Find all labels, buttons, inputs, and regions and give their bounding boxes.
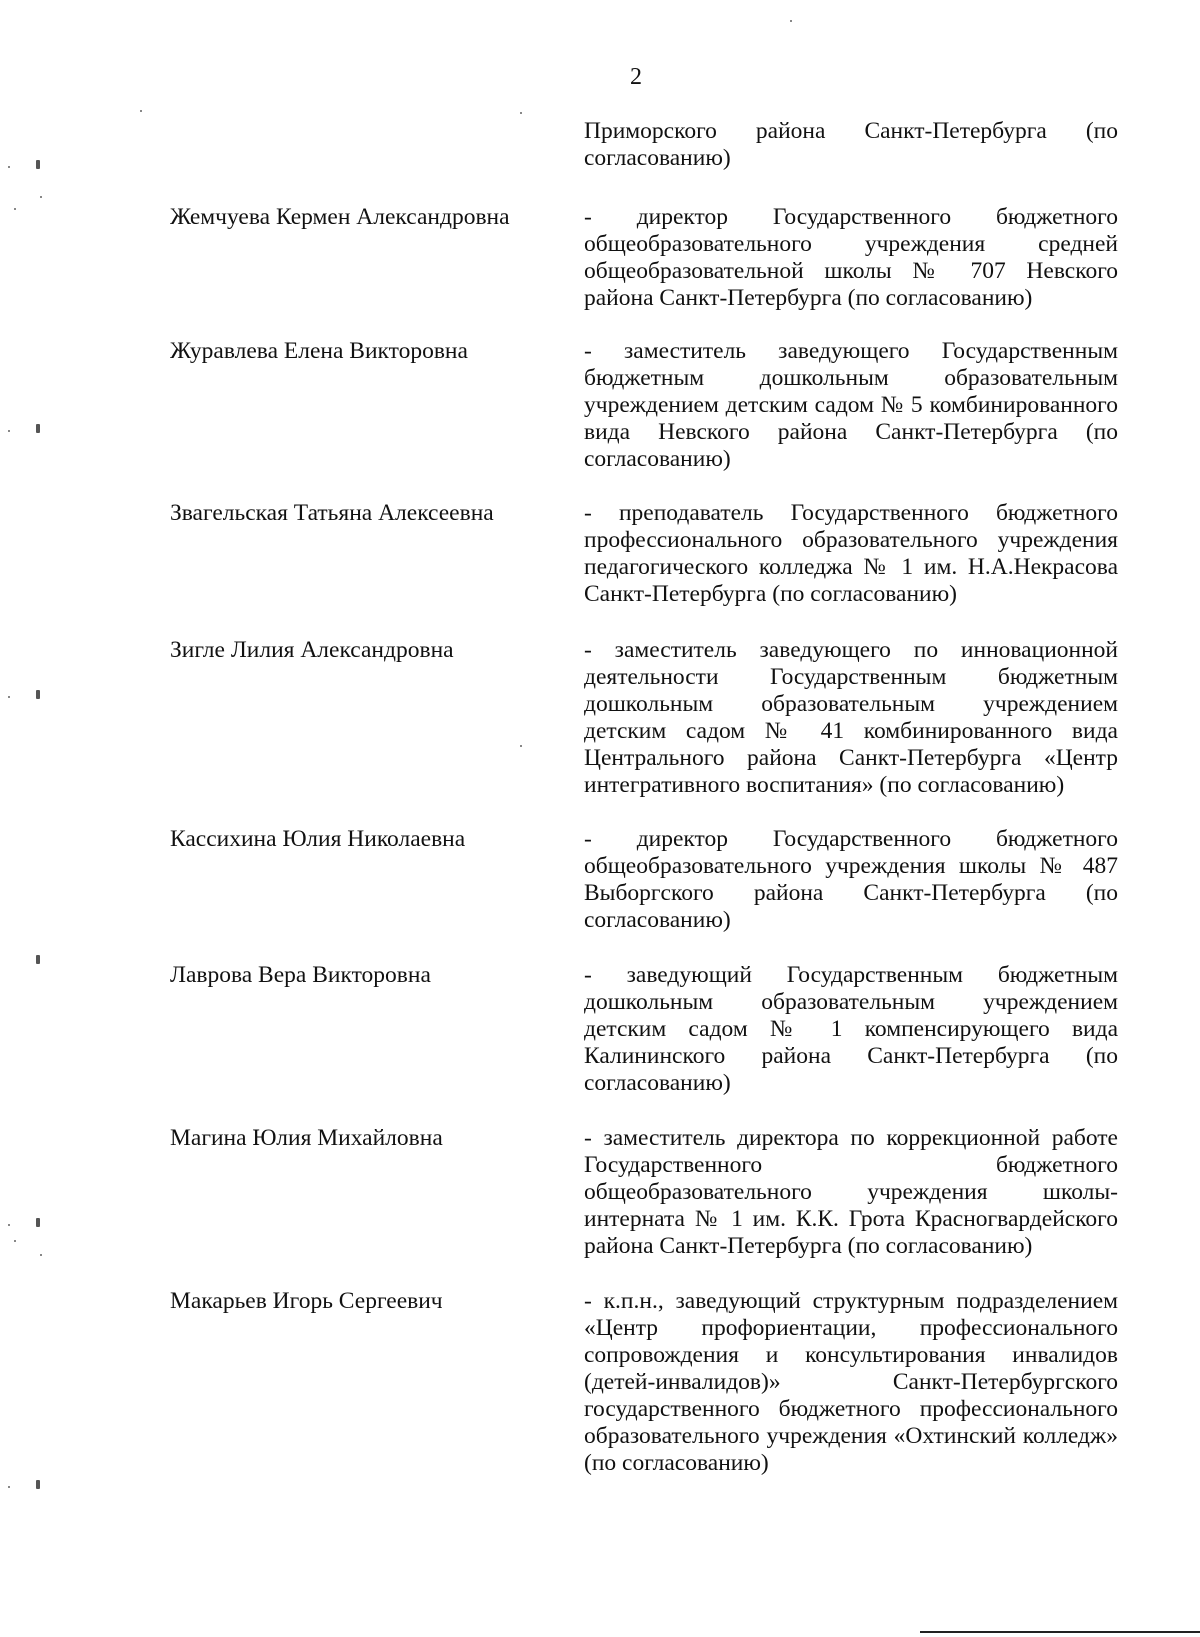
member-role: - преподаватель Государственного бюджетного профессионального образовательного учреждения педагогического колледжа № 1 им. Н.А.Некрасова Санкт-Петербурга (по согласованию)	[584, 500, 1118, 607]
member-name: Кассихина Юлия Николаевна	[170, 826, 466, 852]
scan-dot	[8, 696, 10, 698]
scan-dot	[520, 112, 522, 114]
scan-dot	[40, 196, 42, 198]
scan-dot	[8, 430, 10, 432]
member-name: Зигле Лилия Александровна	[170, 637, 454, 663]
scan-mark	[36, 1480, 40, 1489]
member-name: Журавлева Елена Викторовна	[170, 338, 468, 364]
member-name: Звагельская Татьяна Алексеевна	[170, 500, 494, 526]
scan-dot	[520, 745, 522, 747]
page-number: 2	[630, 64, 642, 90]
member-role: - директор Государственного бюджетного общеобразовательного учреждения школы № 487 Выборгского района Санкт-Петербурга (по согласованию)	[584, 826, 1118, 933]
scan-dot	[790, 20, 792, 22]
scan-dot	[14, 1240, 16, 1242]
scan-mark	[36, 690, 40, 699]
scan-dot	[14, 208, 16, 210]
member-role: - заместитель заведующего Государственным бюджетным дошкольным образовательным учреждением детским садом № 5 комбинированного вида Невского района Санкт-Петербурга (по согласованию)	[584, 338, 1118, 472]
scan-mark	[36, 1218, 40, 1227]
member-name: Лаврова Вера Викторовна	[170, 962, 431, 988]
member-name: Макарьев Игорь Сергеевич	[170, 1288, 443, 1314]
scan-dot	[40, 1254, 42, 1256]
member-name: Жемчуева Кермен Александровна	[170, 204, 510, 230]
member-role: - директор Государственного бюджетного общеобразовательного учреждения средней общеобразовательной школы № 707 Невского района Санкт-Петербурга (по согласованию)	[584, 204, 1118, 311]
scan-mark	[36, 424, 40, 433]
scan-dot	[140, 110, 142, 112]
scan-mark	[36, 955, 40, 964]
member-role: - заместитель заведующего по инновационной деятельности Государственным бюджетным дошкольным образовательным учреждением детским садом № 41 комбинированного вида Центрального района Санкт-Петербурга «Центр интегративного воспитания» (по согласованию)	[584, 637, 1118, 798]
member-role: - заведующий Государственным бюджетным дошкольным образовательным учреждением детским садом № 1 компенсирующего вида Калининского района Санкт-Петербурга (по согласованию)	[584, 962, 1118, 1096]
scan-dot	[8, 166, 10, 168]
scan-mark	[36, 160, 40, 169]
scan-dot	[8, 1224, 10, 1226]
continuation-text: Приморского района Санкт-Петербурга (по согласованию)	[584, 118, 1118, 171]
member-role: - заместитель директора по коррекционной работе Государственного бюджетного общеобразовательного учреждения школы-интерната № 1 им. К.К. Грота Красногвардейского района Санкт-Петербурга (по согласованию)	[584, 1125, 1118, 1259]
member-role: - к.п.н., заведующий структурным подразделением «Центр профориентации, профессионального сопровождения и консультирования инвалидов (детей-инвалидов)» Санкт-Петербургского государственного бюджетного профессионального образовательного учреждения «Охтинский колледж» (по согласованию)	[584, 1288, 1118, 1476]
member-name: Магина Юлия Михайловна	[170, 1125, 443, 1151]
scan-edge-line	[920, 1631, 1200, 1633]
scan-dot	[8, 1486, 10, 1488]
